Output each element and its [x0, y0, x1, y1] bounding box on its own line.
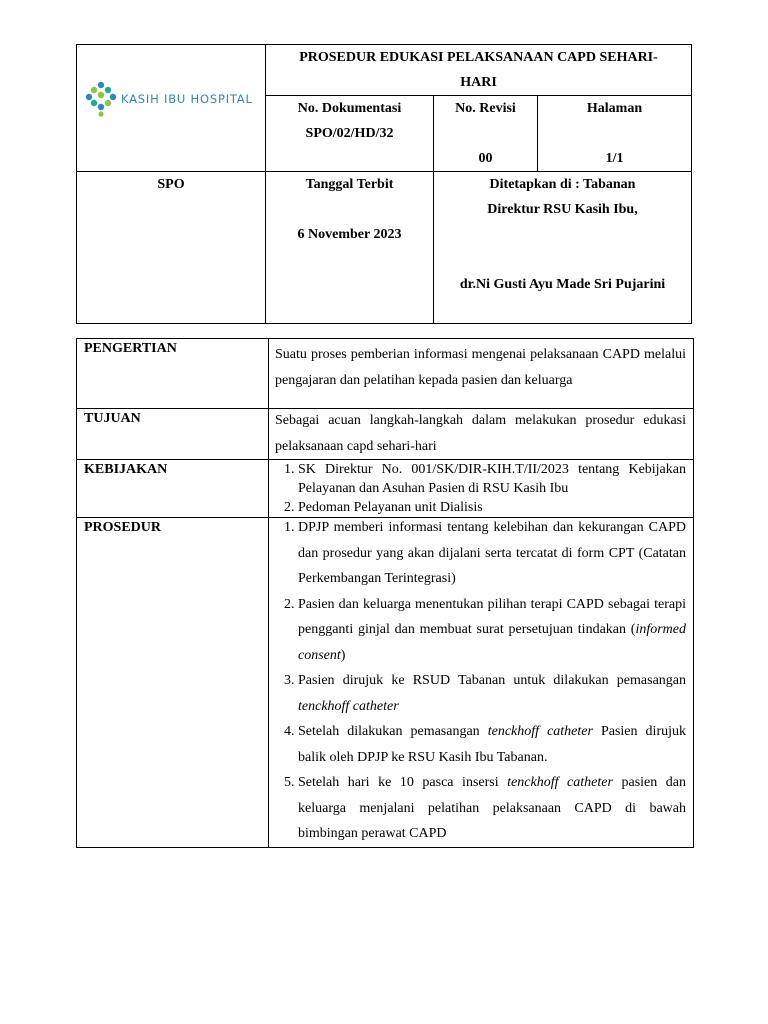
prosedur-item3-emphasis: tenckhoff catheter: [298, 698, 399, 714]
page-label: Halaman: [586, 101, 643, 116]
tujuan-text: Sebagai acuan langkah-langkah dalam melakukan prosedur edukasi pelaksanaan capd sehari-hari: [275, 413, 686, 454]
spo-label: SPO: [157, 177, 185, 192]
doc-number-value: SPO/02/HD/32: [305, 126, 394, 141]
prosedur-item2-emphasis: informed consent: [298, 622, 686, 663]
issue-date-value: 6 November 2023: [297, 227, 402, 242]
revision-value: 00: [478, 151, 493, 166]
prosedur-item2-text: Pasien dan keluarga menentukan pilihan terapi CAPD sebagai terapi pengganti ginjal dan membuat surat persetujuan tindakan (: [298, 596, 686, 637]
document-title-cell: [266, 45, 692, 96]
prosedur-label: PROSEDUR: [77, 518, 269, 848]
logo-text: KASIH IBU HOSPITAL: [121, 92, 253, 106]
document-title-line1: PROSEDUR EDUKASI PELAKSANAAN CAPD SEHARI-: [299, 50, 658, 65]
prosedur-item5-text: Setelah hari ke 10 pasca insersi: [298, 775, 508, 790]
kebijakan-content: [269, 460, 694, 518]
pengertian-content: [269, 339, 694, 409]
kebijakan-item: 1. SK Direktur No. 001/SK/DIR-KIH.T/II/2023 tentang Kebijakan Pelayanan dan Asuhan Pasien di RSU Kasih Ibu: [298, 460, 686, 498]
director-label: Direktur RSU Kasih Ibu,: [487, 202, 638, 217]
document-header-table: [76, 44, 692, 324]
procedure-body-table: [76, 338, 694, 848]
issue-date-cell: [266, 172, 434, 324]
tujuan-label: TUJUAN: [77, 409, 269, 460]
issue-date-label: Tanggal Terbit: [305, 177, 394, 192]
prosedur-content: [269, 518, 694, 848]
hospital-logo: [85, 81, 253, 117]
kebijakan-item: 2. Pedoman Pelayanan unit Dialisis: [298, 498, 686, 517]
page-value: 1/1: [605, 151, 624, 166]
kebijakan-label: KEBIJAKAN: [77, 460, 269, 518]
pengertian-text: Suatu proses pemberian informasi mengenai pelaksanaan CAPD melalui pengajaran dan pelatihan kepada pasien dan keluarga: [275, 347, 686, 388]
prosedur-item3-text: Pasien dirujuk ke RSUD Tabanan untuk dilakukan pemasangan: [298, 673, 686, 688]
prosedur-item: [298, 719, 686, 770]
spo-cell: [77, 172, 266, 324]
prosedur-item2-end: ): [340, 647, 346, 663]
revision-label: No. Revisi: [455, 101, 516, 116]
tujuan-content: [269, 409, 694, 460]
prosedur-item4-end: Pasien dirujuk balik oleh DPJP ke RSU Kasih Ibu Tabanan.: [298, 724, 686, 765]
prosedur-item4-emphasis: tenckhoff catheter: [487, 724, 593, 739]
prosedur-item: 1. DPJP memberi informasi tentang kelebihan dan kekurangan CAPD dan prosedur yang akan dijalani serta tercatat di form CPT (Catatan Perkembangan Terintegrasi): [298, 515, 686, 592]
prosedur-item5-emphasis: tenckhoff catheter: [507, 775, 613, 790]
kebijakan-list: [275, 460, 686, 517]
kasih-ibu-hospital-logo-icon: [85, 81, 117, 117]
prosedur-item: [298, 770, 686, 847]
prosedur-item: [298, 668, 686, 719]
doc-number-cell: [266, 96, 434, 172]
prosedur-item5-end: pasien dan keluarga menjalani pelatihan pelaksanaan CAPD di bawah bimbingan perawat CAPD: [298, 775, 687, 841]
page-cell: [538, 96, 692, 172]
prosedur-item: [298, 592, 686, 669]
prosedur-list: [275, 515, 686, 847]
doc-number-label: No. Dokumentasi: [297, 101, 402, 116]
prosedur-item4-text: Setelah dilakukan pemasangan: [298, 724, 488, 739]
revision-cell: [434, 96, 538, 172]
document-title-line2: HARI: [460, 75, 497, 90]
director-name: dr.Ni Gusti Ayu Made Sri Pujarini: [459, 277, 666, 292]
approval-cell: [434, 172, 692, 324]
document-title: [266, 45, 691, 95]
pengertian-label: PENGERTIAN: [77, 339, 269, 409]
set-at-label: Ditetapkan di : Tabanan: [489, 177, 636, 192]
logo-cell: [77, 45, 266, 172]
